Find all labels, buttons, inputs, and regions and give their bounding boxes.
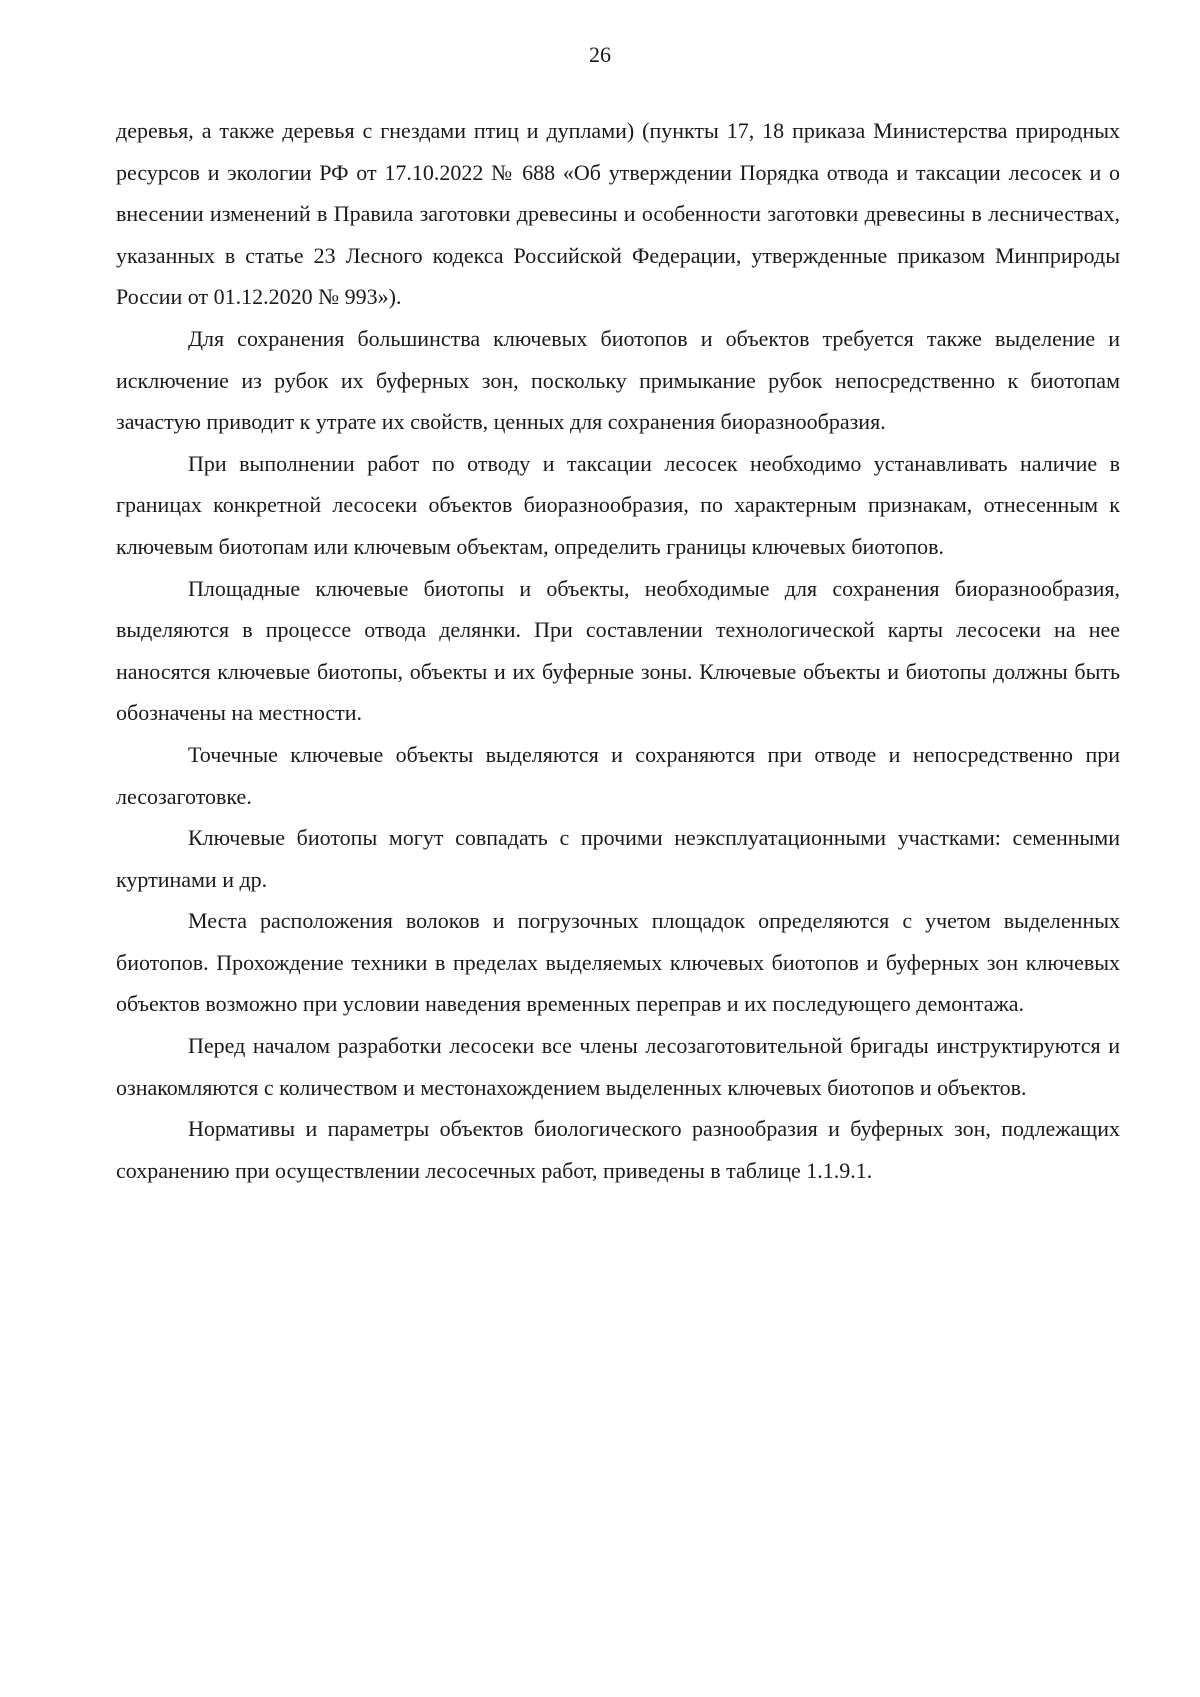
page-number: 26 <box>589 42 611 67</box>
paragraph: Перед началом разработки лесосеки все члены лесозаготовительной бригады инструктируются и ознакомляются с количеством и местонахождением выделенных ключевых биотопов и объектов. <box>116 1033 1120 1100</box>
paragraph: Ключевые биотопы могут совпадать с прочими неэксплуатационными участками: семенными куртинами и др. <box>116 825 1120 892</box>
paragraph: Площадные ключевые биотопы и объекты, необходимые для сохранения биоразнообразия, выделяются в процессе отвода делянки. При составлении технологической карты лесосеки на нее наносятся ключевые биотопы, объекты и их буферные зоны. Ключевые объекты и биотопы должны быть обозначены на местности. <box>116 575 1120 726</box>
paragraph: деревья, а также деревья с гнездами птиц и дуплами) (пункты 17, 18 приказа Министерства природных ресурсов и экологии РФ от 17.10.2022 № 688 «Об утверждении Порядка отвода и таксации лесосек и о внесении изменений в Правила заготовки древесины и особенности заготовки древесины в лесничествах, указанных в статье 23 Лесного кодекса Российской Федерации, утвержденные приказом Минприроды России от 01.12.2020 № 993»). <box>116 118 1120 310</box>
paragraph: Для сохранения большинства ключевых биотопов и объектов требуется также выделение и исключение из рубок их буферных зон, поскольку примыкание рубок непосредственно к биотопам зачастую приводит к утрате их свойств, ценных для сохранения биоразнообразия. <box>116 325 1120 435</box>
paragraph: Места расположения волоков и погрузочных площадок определяются с учетом выделенных биотопов. Прохождение техники в пределах выделяемых ключевых биотопов и буферных зон ключевых объектов возможно при условии наведения временных переправ и их последующего демонтажа. <box>116 908 1120 1017</box>
paragraph: Точечные ключевые объекты выделяются и сохраняются при отводе и непосредственно при лесозаготовке. <box>116 741 1120 809</box>
paragraph: При выполнении работ по отводу и таксации лесосек необходимо устанавливать наличие в границах конкретной лесосеки объектов биоразнообразия, по характерным признакам, отнесенным к ключевым биотопам или ключевым объектам, определить границы ключевых биотопов. <box>116 450 1120 559</box>
body-text <box>116 110 1120 1191</box>
paragraph: Нормативы и параметры объектов биологического разнообразия и буферных зон, подлежащих сохранению при осуществлении лесосечных работ, приведены в таблице 1.1.9.1. <box>116 1116 1120 1183</box>
